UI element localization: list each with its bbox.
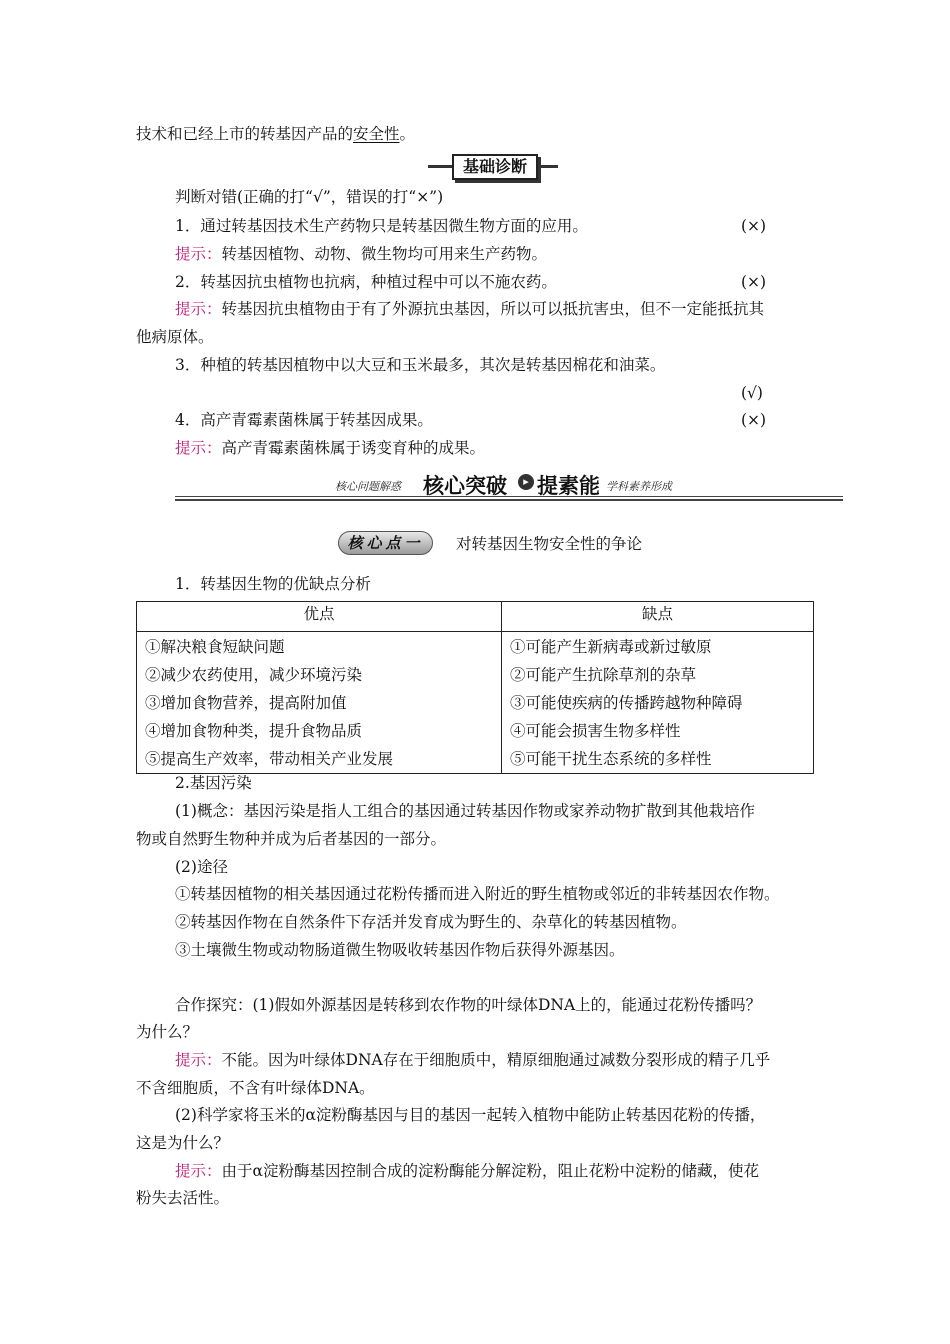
list-item: ⑤提高生产效率，带动相关产业发展	[145, 750, 394, 768]
hint-label: 提示：	[175, 1051, 222, 1069]
explore-a2	[175, 1160, 759, 1182]
intro-text: 技术和已经上市的转基因产品的	[136, 125, 354, 143]
hint-2	[175, 298, 764, 320]
list-item: ①可能产生新病毒或新过敏原	[510, 638, 712, 656]
concept-line-1: (1)概念：基因污染是指人工组合的基因通过转基因作物或家养动物扩散到其他栽培作	[175, 802, 755, 820]
list-item: ④增加食物种类，提升食物品质	[145, 722, 363, 740]
pros-cons-table	[136, 601, 814, 774]
hint-4-text: 高产青霉素菌株属于诱变育种的成果。	[221, 439, 486, 457]
pros-column	[137, 632, 502, 774]
explore-a1-line1: 不能。因为叶绿体DNA存在于细胞质中，精原细胞通过减数分裂形成的精子几乎	[221, 1051, 771, 1069]
cons-column	[502, 632, 814, 774]
explore-a2-line1: 由于α淀粉酶基因控制合成的淀粉酶能分解淀粉，阻止花粉中淀粉的储藏，使花	[221, 1162, 759, 1180]
list-item: ①解决粮食短缺问题	[145, 638, 285, 656]
hint-label: 提示：	[175, 300, 222, 318]
concept-line-2: 物或自然野生物种并成为后者基因的一部分。	[136, 830, 447, 848]
question-3-mark: (√)	[741, 384, 763, 402]
intro-underlined: 安全性	[353, 125, 400, 143]
explore-a1-line2: 不含细胞质，不含有叶绿体DNA。	[136, 1079, 375, 1097]
section-1-title: 1．转基因生物的优缺点分析	[175, 575, 371, 593]
hint-label: 提示：	[175, 245, 222, 263]
section-2-title: 2.基因污染	[175, 774, 252, 792]
hint-label: 提示：	[175, 439, 222, 457]
explore-a1	[175, 1049, 770, 1071]
hint-2-text-line1: 转基因抗虫植物由于有了外源抗虫基因，所以可以抵抗害虫，但不一定能抵抗其	[221, 300, 765, 318]
core-arrow-icon: ▸	[518, 474, 534, 490]
question-4-mark: (×)	[741, 411, 767, 429]
core-left-caption: 核心问题解惑	[335, 480, 401, 493]
core-point-title: 对转基因生物安全性的争论	[456, 535, 643, 553]
table-header-pros: 优点	[137, 602, 502, 632]
core-title-2: 提素能	[537, 474, 600, 498]
core-breakthrough-banner	[175, 470, 843, 504]
list-item: ②可能产生抗除草剂的杂草	[510, 666, 697, 684]
diagnosis-instruction: 判断对错(正确的打“√”，错误的打“×”)	[175, 188, 444, 206]
hint-4	[175, 437, 485, 459]
explore-q2-line2: 这是为什么？	[136, 1134, 230, 1152]
list-item: ③增加食物营养，提高附加值	[145, 694, 347, 712]
question-1: 1．通过转基因技术生产药物只是转基因微生物方面的应用。	[175, 217, 588, 235]
list-item: ③可能使疾病的传播跨越物种障碍	[510, 694, 743, 712]
route-title: (2)途径	[175, 858, 228, 876]
explore-q1-line2: 为什么？	[136, 1023, 199, 1041]
banner-left-bar	[428, 165, 454, 168]
question-2: 2．转基因抗虫植物也抗病，种植过程中可以不施农药。	[175, 273, 557, 291]
core-right-caption: 学科素养形成	[606, 480, 672, 493]
route-2: ②转基因作物在自然条件下存活并发育成为野生的、杂草化的转基因植物。	[175, 913, 687, 931]
route-1: ①转基因植物的相关基因通过花粉传播而进入附近的野生植物或邻近的非转基因农作物。	[175, 885, 780, 903]
diagnosis-banner-label: 基础诊断	[452, 154, 538, 180]
banner-rule-thick	[175, 499, 843, 501]
list-item: ⑤可能干扰生态系统的多样性	[510, 750, 712, 768]
hint-label: 提示：	[175, 1162, 222, 1180]
route-3: ③土壤微生物或动物肠道微生物吸收转基因作物后获得外源基因。	[175, 941, 625, 959]
question-1-mark: (×)	[741, 217, 767, 235]
core-title-1: 核心突破	[423, 474, 507, 498]
intro-line	[136, 123, 415, 145]
question-3: 3．种植的转基因植物中以大豆和玉米最多，其次是转基因棉花和油菜。	[175, 356, 666, 374]
hint-2-text-line2: 他病原体。	[136, 328, 214, 346]
list-item: ②减少农药使用，减少环境污染	[145, 666, 363, 684]
list-item: ④可能会损害生物多样性	[510, 722, 681, 740]
banner-rule-thin	[175, 496, 843, 497]
explore-a2-line2: 粉失去活性。	[136, 1189, 230, 1207]
explore-q1-line1: 合作探究：(1)假如外源基因是转移到农作物的叶绿体DNA上的，能通过花粉传播吗？	[175, 996, 762, 1014]
hint-1-text: 转基因植物、动物、微生物均可用来生产药物。	[221, 245, 548, 263]
core-point-badge-label: 核心点一	[338, 531, 433, 555]
intro-end: 。	[399, 125, 416, 143]
question-2-mark: (×)	[741, 273, 767, 291]
hint-1	[175, 243, 547, 265]
core-point-badge	[338, 531, 433, 557]
diagnosis-banner	[428, 154, 558, 178]
table-header-cons: 缺点	[502, 602, 814, 632]
question-4: 4．高产青霉素菌株属于转基因成果。	[175, 411, 433, 429]
explore-q2-line1: (2)科学家将玉米的α淀粉酶基因与目的基因一起转入植物中能防止转基因花粉的传播，	[175, 1106, 766, 1124]
